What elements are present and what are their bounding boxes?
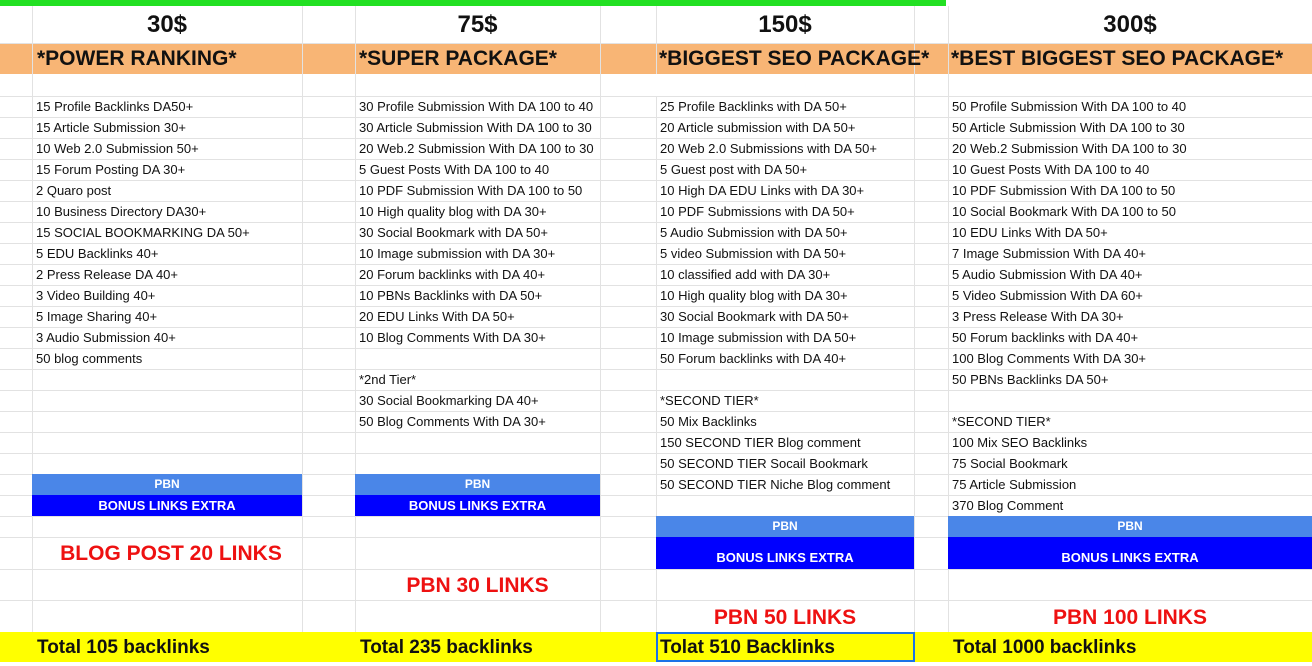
grid-line <box>0 600 1312 601</box>
list-item[interactable]: 10 Blog Comments With DA 30+ <box>359 330 546 345</box>
list-item[interactable]: 5 Audio Submission with DA 50+ <box>660 225 848 240</box>
list-item[interactable]: 15 SOCIAL BOOKMARKING DA 50+ <box>36 225 250 240</box>
list-item[interactable]: 10 Guest Posts With DA 100 to 40 <box>952 162 1150 177</box>
list-item[interactable]: 20 Article submission with DA 50+ <box>660 120 856 135</box>
list-item[interactable]: 50 SECOND TIER Socail Bookmark <box>660 456 868 471</box>
price-cell[interactable]: 30$ <box>146 11 188 38</box>
list-item[interactable]: 100 Mix SEO Backlinks <box>952 435 1088 450</box>
list-item[interactable]: 10 Web 2.0 Submission 50+ <box>36 141 199 156</box>
list-item[interactable]: 5 Guest post with DA 50+ <box>660 162 808 177</box>
grid-line <box>302 6 303 632</box>
grid-line <box>0 369 1312 370</box>
list-item[interactable]: *SECOND TIER* <box>660 393 759 408</box>
list-item[interactable]: 3 Audio Submission 40+ <box>36 330 176 345</box>
list-item[interactable]: 10 PDF Submissions with DA 50+ <box>660 204 855 219</box>
list-item[interactable]: 20 Forum backlinks with DA 40+ <box>359 267 546 282</box>
package-name[interactable]: *SUPER PACKAGE* <box>359 47 557 70</box>
pbn-label[interactable]: PBN <box>355 474 600 495</box>
list-item[interactable]: 3 Press Release With DA 30+ <box>952 309 1124 324</box>
list-item[interactable]: 10 Image submission with DA 50+ <box>660 330 857 345</box>
red-highlight-text[interactable]: BLOG POST 20 LINKS <box>60 542 282 565</box>
list-item[interactable]: 25 Profile Backlinks with DA 50+ <box>660 99 847 114</box>
list-item[interactable]: 10 High quality blog with DA 30+ <box>660 288 848 303</box>
package-name[interactable]: *BIGGEST SEO PACKAGE* <box>659 47 930 70</box>
list-item[interactable]: 10 PBNs Backlinks with DA 50+ <box>359 288 543 303</box>
bonus-links-label[interactable]: BONUS LINKS EXTRA <box>948 537 1312 569</box>
list-item[interactable]: 30 Profile Submission With DA 100 to 40 <box>359 99 594 114</box>
bonus-links-label[interactable]: BONUS LINKS EXTRA <box>32 495 302 516</box>
list-item[interactable]: 20 Web 2.0 Submissions with DA 50+ <box>660 141 877 156</box>
grid-line <box>32 6 33 632</box>
grid-line <box>0 432 1312 433</box>
list-item[interactable]: 10 EDU Links With DA 50+ <box>952 225 1108 240</box>
list-item[interactable]: 10 PDF Submission With DA 100 to 50 <box>359 183 583 198</box>
total-cell[interactable]: Total 1000 backlinks <box>953 637 1137 658</box>
list-item[interactable]: 10 Social Bookmark With DA 100 to 50 <box>952 204 1177 219</box>
list-item[interactable]: 150 SECOND TIER Blog comment <box>660 435 861 450</box>
list-item[interactable]: 75 Article Submission <box>952 477 1077 492</box>
list-item[interactable]: 75 Social Bookmark <box>952 456 1068 471</box>
total-cell[interactable]: Total 235 backlinks <box>360 637 533 658</box>
list-item[interactable]: 20 Web.2 Submission With DA 100 to 30 <box>952 141 1187 156</box>
list-item[interactable]: 50 SECOND TIER Niche Blog comment <box>660 477 891 492</box>
list-item[interactable]: 15 Article Submission 30+ <box>36 120 186 135</box>
top-green-bar <box>0 0 946 6</box>
grid-line <box>355 6 356 632</box>
list-item[interactable]: *SECOND TIER* <box>952 414 1051 429</box>
list-item[interactable]: 5 video Submission with DA 50+ <box>660 246 847 261</box>
bonus-links-label[interactable]: BONUS LINKS EXTRA <box>656 537 914 569</box>
list-item[interactable]: 2 Press Release DA 40+ <box>36 267 178 282</box>
list-item[interactable]: 100 Blog Comments With DA 30+ <box>952 351 1147 366</box>
list-item[interactable]: 5 Audio Submission With DA 40+ <box>952 267 1143 282</box>
list-item[interactable]: 50 Forum backlinks with DA 40+ <box>952 330 1139 345</box>
list-item[interactable]: 30 Social Bookmark with DA 50+ <box>359 225 548 240</box>
list-item[interactable]: 5 Guest Posts With DA 100 to 40 <box>359 162 550 177</box>
package-name[interactable]: *BEST BIGGEST SEO PACKAGE* <box>951 47 1284 70</box>
pbn-label[interactable]: PBN <box>656 516 914 537</box>
list-item[interactable]: 50 Article Submission With DA 100 to 30 <box>952 120 1185 135</box>
list-item[interactable]: 10 classified add with DA 30+ <box>660 267 831 282</box>
white-cell <box>656 74 914 96</box>
list-item[interactable]: 5 Video Submission With DA 60+ <box>952 288 1143 303</box>
list-item[interactable]: 10 High DA EDU Links with DA 30+ <box>660 183 865 198</box>
price-cell[interactable]: 75$ <box>457 11 498 38</box>
price-cell[interactable]: 300$ <box>1103 11 1157 38</box>
list-item[interactable]: 20 EDU Links With DA 50+ <box>359 309 515 324</box>
package-name[interactable]: *POWER RANKING* <box>37 47 237 70</box>
total-cell[interactable]: Total 105 backlinks <box>37 637 210 658</box>
total-cell[interactable]: Tolat 510 Backlinks <box>660 637 835 658</box>
grid-line <box>600 6 601 632</box>
list-item[interactable]: 50 blog comments <box>36 351 143 366</box>
pbn-label[interactable]: PBN <box>32 474 302 495</box>
bonus-links-label[interactable]: BONUS LINKS EXTRA <box>355 495 600 516</box>
list-item[interactable]: 50 Forum backlinks with DA 40+ <box>660 351 847 366</box>
list-item[interactable]: 15 Forum Posting DA 30+ <box>36 162 186 177</box>
red-highlight-text[interactable]: PBN 50 LINKS <box>713 606 857 629</box>
list-item[interactable]: 2 Quaro post <box>36 183 112 198</box>
red-highlight-text[interactable]: PBN 100 LINKS <box>1052 606 1208 629</box>
list-item[interactable]: 10 High quality blog with DA 30+ <box>359 204 547 219</box>
grid-line <box>0 390 1312 391</box>
pbn-label[interactable]: PBN <box>948 516 1312 537</box>
list-item[interactable]: *2nd Tier* <box>359 372 417 387</box>
list-item[interactable]: 3 Video Building 40+ <box>36 288 156 303</box>
selected-cell-outline <box>656 632 915 662</box>
list-item[interactable]: 10 Business Directory DA30+ <box>36 204 207 219</box>
list-item[interactable]: 5 EDU Backlinks 40+ <box>36 246 159 261</box>
list-item[interactable]: 30 Social Bookmarking DA 40+ <box>359 393 539 408</box>
list-item[interactable]: 20 Web.2 Submission With DA 100 to 30 <box>359 141 594 156</box>
list-item[interactable]: 30 Social Bookmark with DA 50+ <box>660 309 849 324</box>
list-item[interactable]: 30 Article Submission With DA 100 to 30 <box>359 120 592 135</box>
red-highlight-text[interactable]: PBN 30 LINKS <box>406 574 549 597</box>
list-item[interactable]: 15 Profile Backlinks DA50+ <box>36 99 194 114</box>
grid-line <box>0 453 1312 454</box>
list-item[interactable]: 50 Blog Comments With DA 30+ <box>359 414 546 429</box>
grid-line <box>914 6 915 632</box>
list-item[interactable]: 10 Image submission with DA 30+ <box>359 246 556 261</box>
list-item[interactable]: 50 Profile Submission With DA 100 to 40 <box>952 99 1187 114</box>
list-item[interactable]: 50 Mix Backlinks <box>660 414 757 429</box>
grid-line <box>0 411 1312 412</box>
list-item[interactable]: 370 Blog Comment <box>952 498 1064 513</box>
list-item[interactable]: 7 Image Submission With DA 40+ <box>952 246 1147 261</box>
grid-line <box>0 569 1312 570</box>
list-item[interactable]: 5 Image Sharing 40+ <box>36 309 158 324</box>
price-cell[interactable]: 150$ <box>758 11 812 38</box>
list-item[interactable]: 10 PDF Submission With DA 100 to 50 <box>952 183 1176 198</box>
list-item[interactable]: 50 PBNs Backlinks DA 50+ <box>952 372 1109 387</box>
